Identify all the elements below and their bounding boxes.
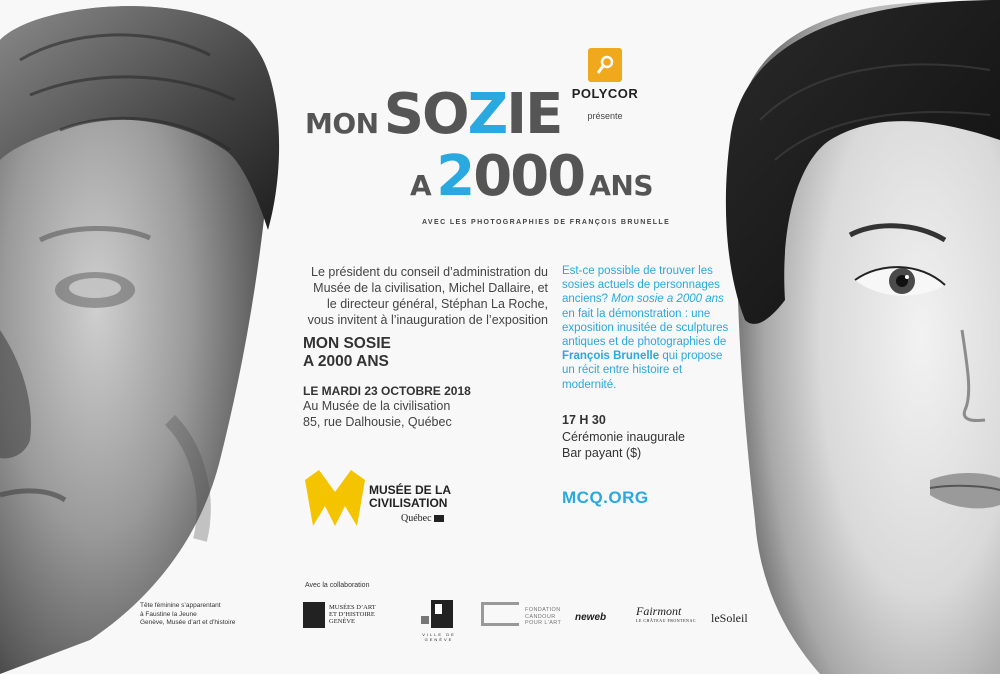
description-part3: qui propose un récit entre histoire et modernité.: [562, 350, 723, 391]
quebec-label: Québec: [401, 513, 432, 524]
ville-geneve-logo-icon: [421, 598, 461, 630]
museum-website-link[interactable]: MCQ.ORG: [562, 488, 649, 507]
title-ans: ANS: [589, 169, 654, 202]
fondation-line2: CANDOUR: [525, 613, 556, 620]
museum-logo: [305, 470, 465, 530]
partner-neweb: neweb: [575, 612, 607, 623]
schedule-item-ceremony: Cérémonie inaugurale: [562, 430, 685, 444]
partner-le-soleil: leSoleil: [711, 611, 748, 625]
polycor-name: POLYCOR: [571, 86, 639, 101]
event-venue: Au Musée de la civilisation: [303, 399, 451, 413]
partner-fairmont: [636, 604, 696, 623]
schedule-item-bar: Bar payant ($): [562, 446, 642, 460]
title-a: A: [410, 169, 432, 202]
title-two: 2: [436, 144, 474, 209]
musees-line1: MUSÉES D’ART: [329, 604, 376, 611]
event-name-line2: A 2000 ANS: [303, 353, 389, 370]
description-photographer: François Brunelle: [562, 350, 660, 363]
intro-text: Le président du conseil d’administration du Musée de la civilisation, Michel Dallaire, et le directeur général, Stéphan La Roche, vous invitent à l’inauguration de l’exposition: [307, 265, 548, 327]
title-sosie-part1: SO: [383, 82, 468, 147]
title-sosie-z: Z: [467, 82, 507, 147]
museum-name-line2: CIVILISATION: [369, 495, 448, 510]
invitation-intro: [303, 264, 548, 328]
museum-m-icon: [305, 470, 365, 526]
title-mon: MON: [305, 107, 379, 140]
event-address: 85, rue Dalhousie, Québec: [303, 415, 452, 429]
caption-line1: Tête féminine s’apparentant: [140, 602, 221, 609]
partner-musees-geneve: [303, 602, 378, 628]
caption-line3: Genève, Musée d’art et d’histoire: [140, 619, 236, 626]
polycor-logo-icon: [588, 48, 622, 82]
schedule: [562, 412, 732, 461]
fondation-logo-icon: [481, 602, 519, 626]
caption-line2: à Faustine la Jeune: [140, 610, 197, 618]
ville-line2: GENÈVE: [424, 637, 454, 642]
statue-caption: [140, 602, 235, 628]
ville-line1: VILLE DE: [422, 632, 456, 637]
museum-name-line1: MUSÉE DE LA: [369, 483, 452, 497]
exhibition-description: [562, 264, 732, 392]
event-date: LE MARDI 23 OCTOBRE 2018: [303, 384, 471, 398]
fleur-de-lys-icon: [434, 515, 444, 522]
fondation-line1: FONDATION: [525, 607, 561, 613]
woman-portrait: [700, 0, 1000, 674]
musees-line3: GENÈVE: [329, 617, 355, 625]
fondation-line3: POUR L’ART: [525, 620, 562, 626]
partner-ville-geneve: [421, 598, 461, 642]
musees-line2: ET D’HISTOIRE: [329, 610, 375, 618]
title-sosie-part2: IE: [506, 82, 562, 147]
fairmont-sub: LE CHÂTEAU FRONTENAC: [636, 618, 696, 623]
fairmont-name: Fairmont: [636, 604, 682, 618]
description-part1: Est-ce possible de trouver les sosies actuels de personnages anciens?: [562, 265, 720, 306]
schedule-time: 17 H 30: [562, 413, 606, 427]
event-name-line1: MON SOSIE: [303, 335, 391, 352]
description-part2: en fait la démonstration : une exposition inusitée de sculptures antiques et de photographies de: [562, 307, 729, 349]
description-title-em: Mon sosie a 2000 ans: [611, 293, 724, 306]
statue-portrait: [0, 0, 300, 674]
exhibition-subtitle: AVEC LES PHOTOGRAPHIES DE FRANÇOIS BRUNELLE: [422, 219, 671, 226]
partner-fondation-candour: [481, 602, 581, 628]
collaboration-label: Avec la collaboration: [305, 582, 370, 589]
musees-logo-icon: [303, 602, 325, 628]
presents-label: présente: [587, 111, 623, 121]
event-details: [303, 335, 548, 430]
partner-logos: [303, 598, 763, 644]
polycor-presenter: [565, 48, 645, 121]
title-zeros: 000: [473, 144, 585, 209]
